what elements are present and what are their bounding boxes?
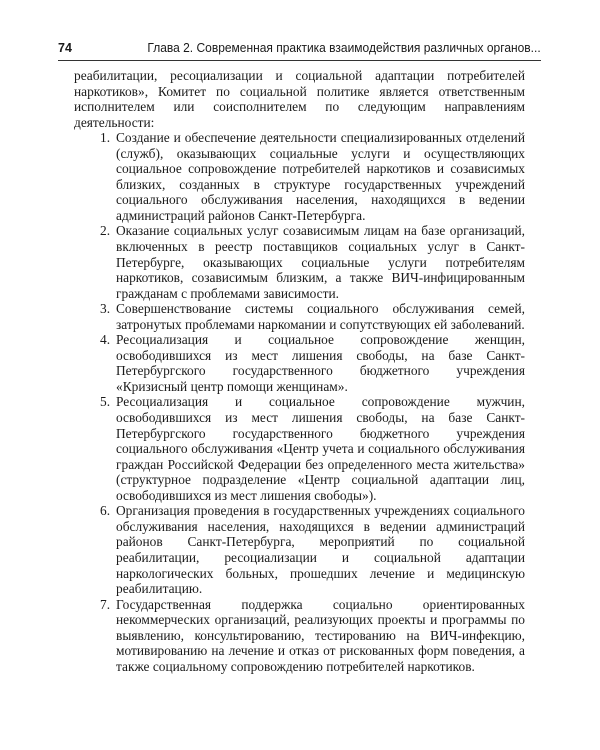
list-item xyxy=(74,332,525,394)
directions-list xyxy=(74,130,525,674)
list-item xyxy=(74,223,525,301)
list-item-text: Оказание социальных услуг созависимым лицам на базе организаций, включенных в реестр поставщиков социальных услуг в Санкт-Петербурге, оказывающих социальные услуги потребителям наркотиков, созависимым близким, а также ВИЧ-инфицированным гражданам с проблемами зависимости. xyxy=(116,223,525,301)
list-item-number: 6. xyxy=(100,503,111,519)
list-item-text: Организация проведения в государственных учреждениях социального обслуживания населения, находящихся в ведении администраций районов Санкт-Петербурга, мероприятий по социальной реабилитации, ресоциализации и социальной адаптации наркологических больных, прошедших лечение и медицинскую реабилитацию. xyxy=(116,503,525,597)
list-item xyxy=(74,301,525,332)
running-title: Глава 2. Современная практика взаимодействия различных органов... xyxy=(147,41,541,55)
list-item-text: Ресоциализация и социальное сопровождение мужчин, освободившихся из мест лишения свободы, на базе Санкт-Петербургского государственного бюджетного учреждения социального обслуживания «Центр учета и социального обслуживания граждан Российской Федерации без определенного места жительства» (структурное подразделение «Центр социальной адаптации лиц, освободившихся из мест лишения свободы»). xyxy=(116,394,525,503)
header-rule xyxy=(58,60,541,61)
list-item-text: Совершенствование системы социального обслуживания семей, затронутых проблемами наркомании и сопутствующих ей заболеваний. xyxy=(116,301,525,332)
list-item xyxy=(74,130,525,223)
list-item-number: 2. xyxy=(100,223,111,239)
list-item xyxy=(74,597,525,675)
page-number: 74 xyxy=(58,41,72,55)
list-item-number: 4. xyxy=(100,332,111,348)
list-item-text: Создание и обеспечение деятельности специализированных отделений (служб), оказывающих социальные услуги и осуществляющих социальное сопровождение потребителей наркотиков и созависимых близких, созданных в структуре государственных учреждений социального обслуживания населения, находящихся в ведении администраций районов Санкт-Петербурга. xyxy=(116,130,525,223)
list-item-number: 1. xyxy=(100,130,111,146)
list-item-text: Государственная поддержка социально ориентированных некоммерческих организаций, реализующих проекты и программы по выявлению, консультированию, тестированию на ВИЧ-инфекцию, мотивированию на лечение и отказ от рискованных форм поведения, а также социальному сопровождению потребителей наркотиков. xyxy=(116,596,525,674)
list-item-number: 7. xyxy=(100,596,111,612)
list-item xyxy=(74,503,525,596)
list-item-number: 5. xyxy=(100,394,111,410)
list-item xyxy=(74,394,525,503)
intro-paragraph: реабилитации, ресоциализации и социальной адаптации потребителей наркотиков», Комитет по социальной политике является ответственным исполнителем или соисполнителем по следующим направлениям деятельности: xyxy=(74,68,525,130)
page-header xyxy=(58,40,541,56)
list-item-number: 3. xyxy=(100,301,111,317)
list-item-text: Ресоциализация и социальное сопровождение женщин, освободившихся из мест лишения свободы, на базе Санкт-Петербургского государственного бюджетного учреждения «Кризисный центр помощи женщинам». xyxy=(116,332,525,394)
body-text xyxy=(74,68,525,674)
